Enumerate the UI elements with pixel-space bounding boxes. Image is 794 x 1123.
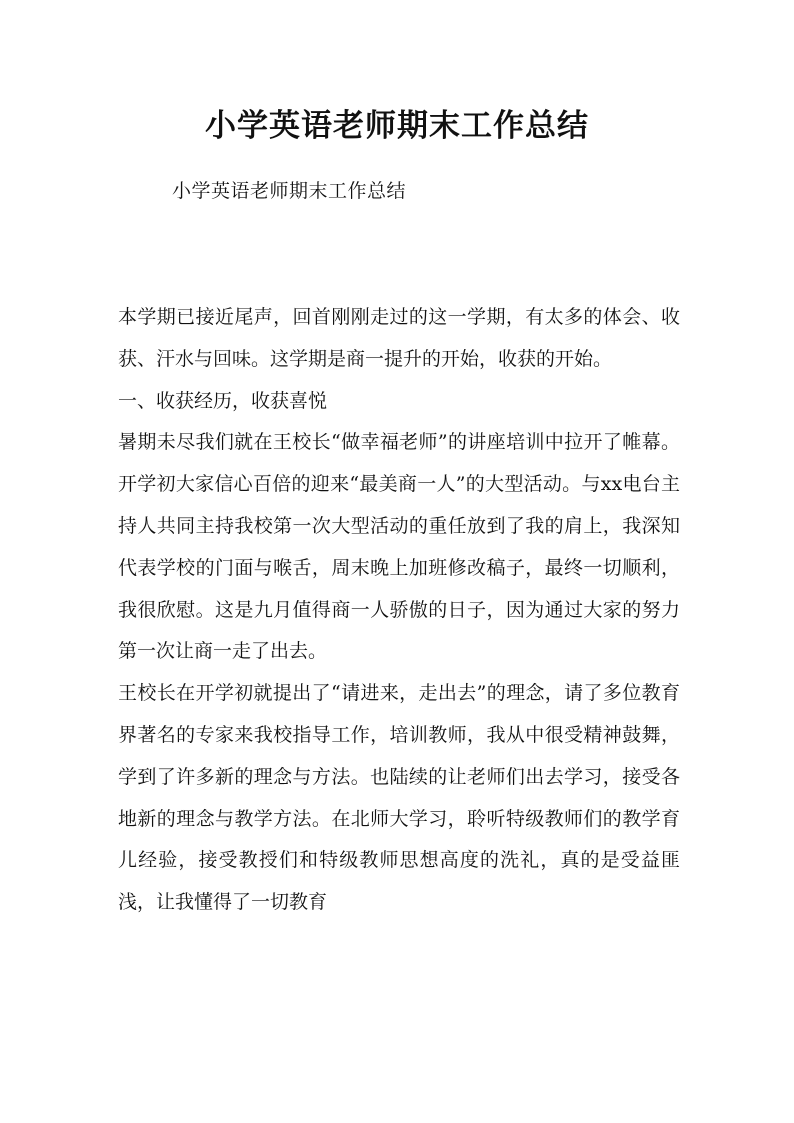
paragraph-summer: 暑期未尽我们就在王校长“做幸福老师”的讲座培训中拉开了帷幕。开学初大家信心百倍的迎来“最美商一人”的大型活动。与xx电台主持人共同主持我校第一次大型活动的重任放到了我的肩上，我深知代表学校的门面与喉舌，周末晚上加班修改稿子，最终一切顺利，我很欣慰。这是九月值得商一人骄傲的日子，因为通过大家的努力第一次让商一走了出去。 <box>118 431 680 663</box>
document-body <box>118 297 680 924</box>
section-heading: 一、收获经历，收获喜悦 <box>118 389 328 412</box>
document-subtitle: 小学英语老师期末工作总结 <box>172 180 407 202</box>
paragraph-principal: 王校长在开学初就提出了“请进来，走出去”的理念，请了多位教育界著名的专家来我校指导工作，培训教师，我从中很受精神鼓舞，学到了许多新的理念与方法。也陆续的让老师们出去学习，接受各地新的理念与教学方法。在北师大学习，聆听特级教师们的教学育儿经验，接受教授们和特级教师思想高度的洗礼，真的是受益匪浅，让我懂得了一切教育 <box>118 682 680 914</box>
paragraph-intro: 本学期已接近尾声，回首刚刚走过的这一学期，有太多的体会、收获、汗水与回味。这学期是商一提升的开始，收获的开始。 <box>118 306 680 370</box>
document-title: 小学英语老师期末工作总结 <box>205 108 589 144</box>
